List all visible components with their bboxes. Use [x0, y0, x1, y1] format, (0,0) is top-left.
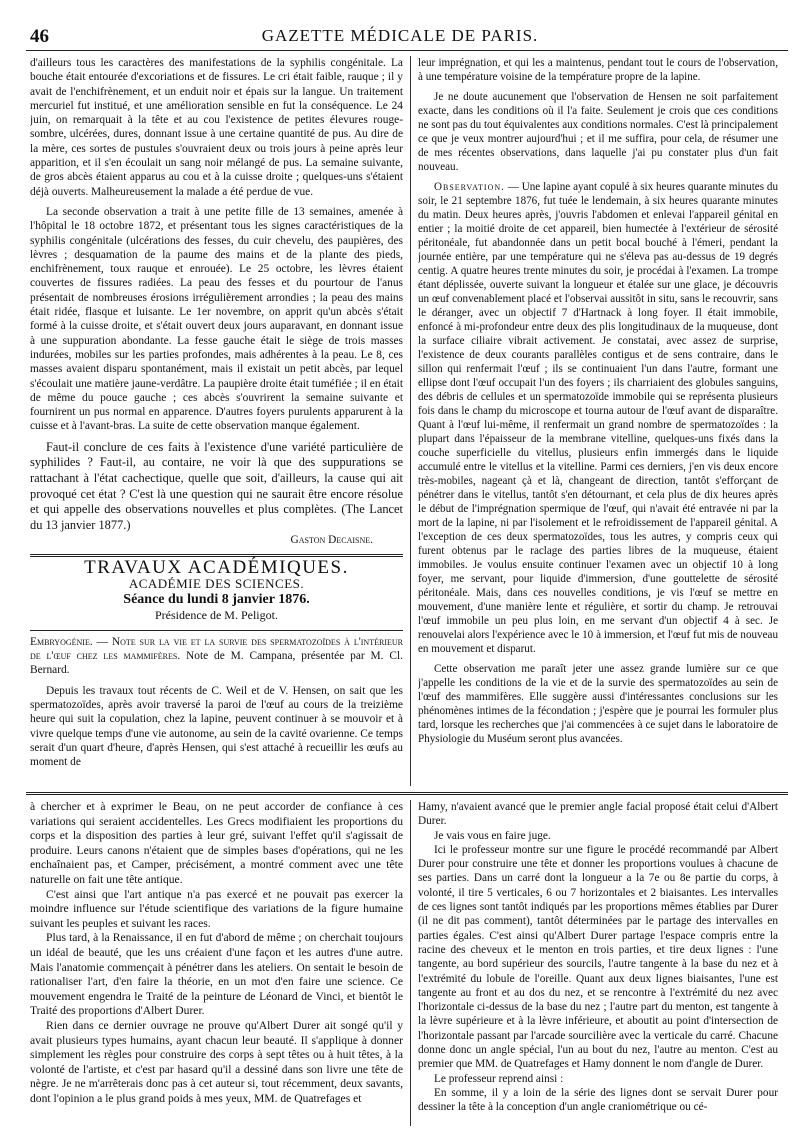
paragraph: Je vais vous en faire juge. [434, 829, 551, 842]
header-rule [26, 50, 788, 51]
section-header [30, 554, 403, 631]
paragraph: C'est ainsi que l'art antique n'a pas exercé et ne pouvait pas exercer la moindre influence sur l'étude scientifique des variations de la figure humaine suivant les peuples et suivant les races. [30, 887, 403, 930]
paragraph: Plus tard, à la Renaissance, il en fut d'abord de même ; on cherchait toujours un idéal de beauté, que les uns créaient d'une façon et les autres d'une autre. Mais l'anatomie commençait à pénétrer dans les ateliers. On sentait le besoin de rationaliser l'art, d'en faire la théorie, en un mot d'en faire une science. Ce mouvement engendra le Traité de la peinture de Léonard de Vinci, et bientôt le Traité des proportions d'Albert Durer. [30, 931, 403, 1018]
paragraph: Faut-il conclure de ces faits à l'existence d'une variété particulière de syphilides ? Faut-il, au contaire, ne voir là que des suppurations se rattachant à l'état cachectique, quelle que soit, d'ailleurs, la cause qui ait provoqué cet état ? C'est là une question qui ne saurait être encore résolue et qui appelle des observations nouvelles et plus complètes. (The Lancet du 13 janvier 1877.) [30, 439, 403, 532]
paragraph: Cette observation me paraît jeter une assez grande lumière sur ce que j'appelle les conditions de la vie et de la survie des spermatozoïdes au sein de l'œuf des mammifères. Elle suggère aussi d'intéressantes conclusions sur les phénomènes intimes de la fécondation ; j'espère que je pourrai les formuler plus tard, lorsque les recherches que j'ai commencées à ce sujet dans le laboratoire de Physiologie du Muséum seront plus avancées. [418, 663, 778, 745]
upper-left-column [30, 56, 403, 786]
note-title: Embryogénie. — Note sur la vie et la survie des spermatozoïdes à l'intérieur de l'œuf chez les mammifères. [30, 635, 403, 663]
paragraph: Le professeur reprend ainsi : [434, 1072, 564, 1085]
paragraph: Ici le professeur montre sur une figure le procédé recommandé par Albert Durer pour construire une tête et donner les proportions voulues à chacune de ses parties. Dans un carré dont la longueur a la 7e ou 8e partie du corps, à volonté, il tire 5 verticales, 6 ou 7 horizontales et 2 biaisantes. Les intervalles de ces lignes sont tantôt indiqués par les proportions mêmes établies par Durer (il ne dit pas comment), tantôt déterminées par le partage des intervalles en parties égales. C'est ainsi qu'Albert Durer partage l'espace compris entre la racine des cheveux et le menton en trois parties, et tire deux lignes : l'une tangente, au bord supérieur des sourcils, l'autre tangente à la base du nez et à l'extrémité du lobule de l'oreille. Quant aux deux lignes biaisantes, l'une est tangente au front et au dos du nez, et se rencontre à l'extrémité du nez avec l'horizontale ci-dessus de la base du nez ; l'autre part du menton, est tangente à la lèvre supérieure et à la lèvre inférieure, et aboutit au point d'intersection de l'horizontale passant par l'arcade sourcilière avec la verticale du carré. Chacune donne donc un angle spécial, l'un au bout du nez, l'autre au menton. C'est au premier que MM. de Quatrefages et Hamy donnent le nom d'angle de Durer. [418, 843, 778, 1071]
lower-right-column [418, 800, 778, 1126]
page-number: 46 [30, 26, 49, 47]
lower-left-column [30, 800, 403, 1126]
paragraph: La seconde observation a trait à une petite fille de 13 semaines, amenée à l'hôpital le 18 octobre 1872, et présentant tous les signes caractéristiques de la syphilis congénitale (ulcérations des fesses, du cuir chevelu, des paupières, des lèvres ; desquamation de la paume des mains et de la plante des pieds, enchifrènement, toux rauque et enrouée). Le 25 octobre, les lèvres étaient couvertes de fissures radiées. La peau des fesses et du pourtour de l'anus présentait de nombreuses érosions irrégulièrement arrondies ; la peau des mains était ridée, flasque et luisante. Le 1er novembre, on apprit qu'un abcès s'était formé à la cuisse droite, et s'était ouvert deux jours auparavant, en donnant issue à une suppuration abondante. La fesse gauche était le siège de trois masses indurées, mobiles sur les parties profondes, mais adhérentes à la peau. Le 8, ces masses avaient disparu spontanément, mais il existait un petit abcès, par lequel s'écoulait une matière jaune-verdâtre. La paupière droite était tuméfiée ; il en était de même du pouce gauche ; ces abcès s'ouvrirent la semaine suivante et fournirent un pus normal en apparence. D'autres foyers purulents apparurent à la cuisse et à l'avant-bras. La suite de cette observation manque également. [30, 205, 403, 433]
paragraph: Je ne doute aucunement que l'observation de Hensen ne soit parfaitement exacte, dans les conditions où il l'a faite. Seulement je crois que ces conditions ne sont pas du tout équivalentes aux conditions normales. C'est là principalement ce que je veux montrer aujourd'hui ; et il me suffira, pour cela, de résumer une de mes récentes observations, dans laquelle j'ai pu constater plus d'un fait nouveau. [418, 91, 778, 173]
observation-text: — Une lapine ayant copulé à six heures quarante minutes du soir, le 21 septembre 1876, fut tuée le lendemain, à six heures quarante minutes du matin. Deux heures après, j'ouvris l'abdomen et enlevai l'appareil génital en entier ; la moitié droite de cet appareil, bien humectée à l'extérieur de sérosité péritonéale, fut abandonnée dans un petit bocal bouché à l'émeri, pendant la journée entière, par une température qui ne s'éleva pas au-dessus de 19 degrés centig. A quatre heures trente minutes du soir, je procédai à l'examen. La trompe étant déplissée, ouverte suivant la longueur et étalée sur une glace, je découvris un œuf convenablement placé et l'observai aussitôt in situ, sans le recouvrir, sans le déranger, avec un objectif 7 d'Hartnack à long foyer. Il était immobile, enfoncé à mi-profondeur entre deux des plis longitudinaux de la muqueuse, dont la surface ciliaire vibrait activement. Je constatai, avec assez de surprise, l'existence de deux courants parallèles contigus et de sens contraire, dans le sillon qui renfermait l'œuf ; ils se continuaient l'un dans l'autre, formant une ellipse dont l'œuf occupait l'un des foyers ; ils charriaient des globules sanguins, des débris de cellules et un spermatozoïde immobile qui se représenta plusieurs fois dans le champ du microscope et tourna autour de l'œuf avant de disparaître. Quant à l'œuf lui-même, il renfermait un grand nombre de spermatozoïdes : la plupart dans l'épaisseur de la membrane vitelline, quelques-uns fixés dans la couche superficielle du vitellus, plusieurs enfin immergés dans le liquide accumulé entre le vitellus et la vitelline. Parmi ces derniers, j'en vis deux encore très-mobiles, nageant çà et là, changeant de direction, tantôt s'efforçant de pénétrer dans le vitellus, tantôt s'en détournant, et cela plus de dix heures après le début de l'imprégnation spermique de l'œuf, qui n'avait été entravée ni par la mort de la lapine, ni par l'isolement et le refroidissement de l'appareil génital. A l'exception de ces deux spermatozoïdes, tous les autres, y compris ceux qui furent obtenus par le raclage des parties libres de la muqueuse, étaient immobiles. Je voulus ensuite continuer l'examen avec un objectif 10 à long foyer, me servant, pour liquide d'immersion, d'une gouttelette de sérosité péritonéale. Mais, dans ces nouvelles conditions, je vis l'œuf se mettre en mouvement, d'une manière lente et régulière, et sortir du champ. Je retrouvai l'œuf immobile un peu plus loin, en me servant d'un objectif 4 à sec. Je renouvelai alors l'expérience avec le 10 à immersion, et l'œuf fut mis de nouveau en mouvement et disparut. [418, 181, 778, 655]
paragraph: Depuis les travaux tout récents de C. Weil et de V. Hensen, on sait que les spermatozoïdes, après avoir traversé la paroi de l'œuf au cours de la treizième heure qui suit la copulation, chez la lapine, peuvent continuer à se mouvoir et à vivre quelque temps d'une vie autonome, au sein de la cavité ovarienne. Ce temps serait d'un quart d'heure, d'après Hensen, qui s'est attaché à recueillir les œufs au moment de [30, 684, 403, 769]
presidency: Présidence de M. Peligot. [155, 608, 278, 623]
academy-title: ACADÉMIE DES SCIENCES. [128, 575, 305, 591]
note-author: Note de M. Campana, présentée par M. Cl. Bernard. [30, 650, 403, 677]
paragraph: Hamy, n'avaient avancé que le premier angle facial proposé était celui d'Albert Durer. [418, 801, 778, 828]
observation-label: Observation. [434, 181, 505, 193]
column-divider [410, 56, 411, 786]
running-title: GAZETTE MÉDICALE DE PARIS. [261, 26, 539, 45]
paragraph: à chercher et à exprimer le Beau, on ne peut accorder de confiance à ces variations qui seraient accidentelles. Les Grecs modifiaient les proportions du corps et la disposition des parties à leur gré, suivant l'effet qu'il s'agissait de produire. Leurs canons n'étaient que de simples bases d'opérations, qui ne les enchaînaient pas, et Camper, précisément, a montré comment avec une tête naturelle on fait une tête antique. [30, 800, 403, 886]
paragraph: En somme, il y a loin de la série des lignes dont se servait Durer pour dessiner la tête à la conception d'un angle craniométrique ou cé- [418, 1086, 778, 1114]
session-title: Séance du lundi 8 janvier 1876. [123, 592, 310, 608]
paragraph: d'ailleurs tous les caractères des manifestations de la syphilis congénitale. La bouche était entourée d'excoriations et de fissures. Le cri était faible, rauque ; il y avait de l'enchifrènement, et un enduit noir et épais sur la langue. Un traitement mercuriel fut institué, et une amélioration sensible en fut la conséquence. Le 24 juin, on remarquait à la tête et au cou l'existence de petites élevures rouge-sombre, ulcérées, dures, donnant issue à une certaine quantité de pus. Au dire de la mère, ces sortes de pustules s'ouvraient deux ou trois jours à peine après leur apparition, et il s'en écoulait un sang noir mélangé de pus. La semaine suivante, de gros abcès étaient apparus au cou et à la cuisse droite ; quelques-uns s'étaient déjà ouverts. Malheureusement la malade a été perdue de vue. [30, 57, 403, 198]
signature: Gaston Decaisne. [290, 534, 373, 547]
observation-paragraph [418, 180, 778, 656]
section-title: TRAVAUX ACADÉMIQUES. [84, 556, 349, 578]
note-heading [30, 635, 403, 678]
section-rule [26, 792, 788, 795]
paragraph: Rien dans ce dernier ouvrage ne prouve qu'Albert Durer ait songé qu'il y avait plusieurs types humains, ayant chacun leur beauté. Il s'applique à donner simplement les règles pour construire des corps à sept têtes ou à huit têtes, à la volonté de l'artiste, et c'est par hasard qu'il a dessiné dans son livre une tête de nègre. Je ne m'arrêterais donc pas à cet auteur si, tout récemment, deux savants, dont l'opinion a le plus grand poids à mes yeux, MM. de Quatrefages et [30, 1018, 403, 1105]
paragraph: leur imprégnation, et qui les a maintenus, pendant tout le cours de l'observation, à une température voisine de la température propre de la lapine. [418, 57, 778, 83]
upper-right-column [418, 56, 778, 786]
column-divider [410, 800, 411, 1126]
